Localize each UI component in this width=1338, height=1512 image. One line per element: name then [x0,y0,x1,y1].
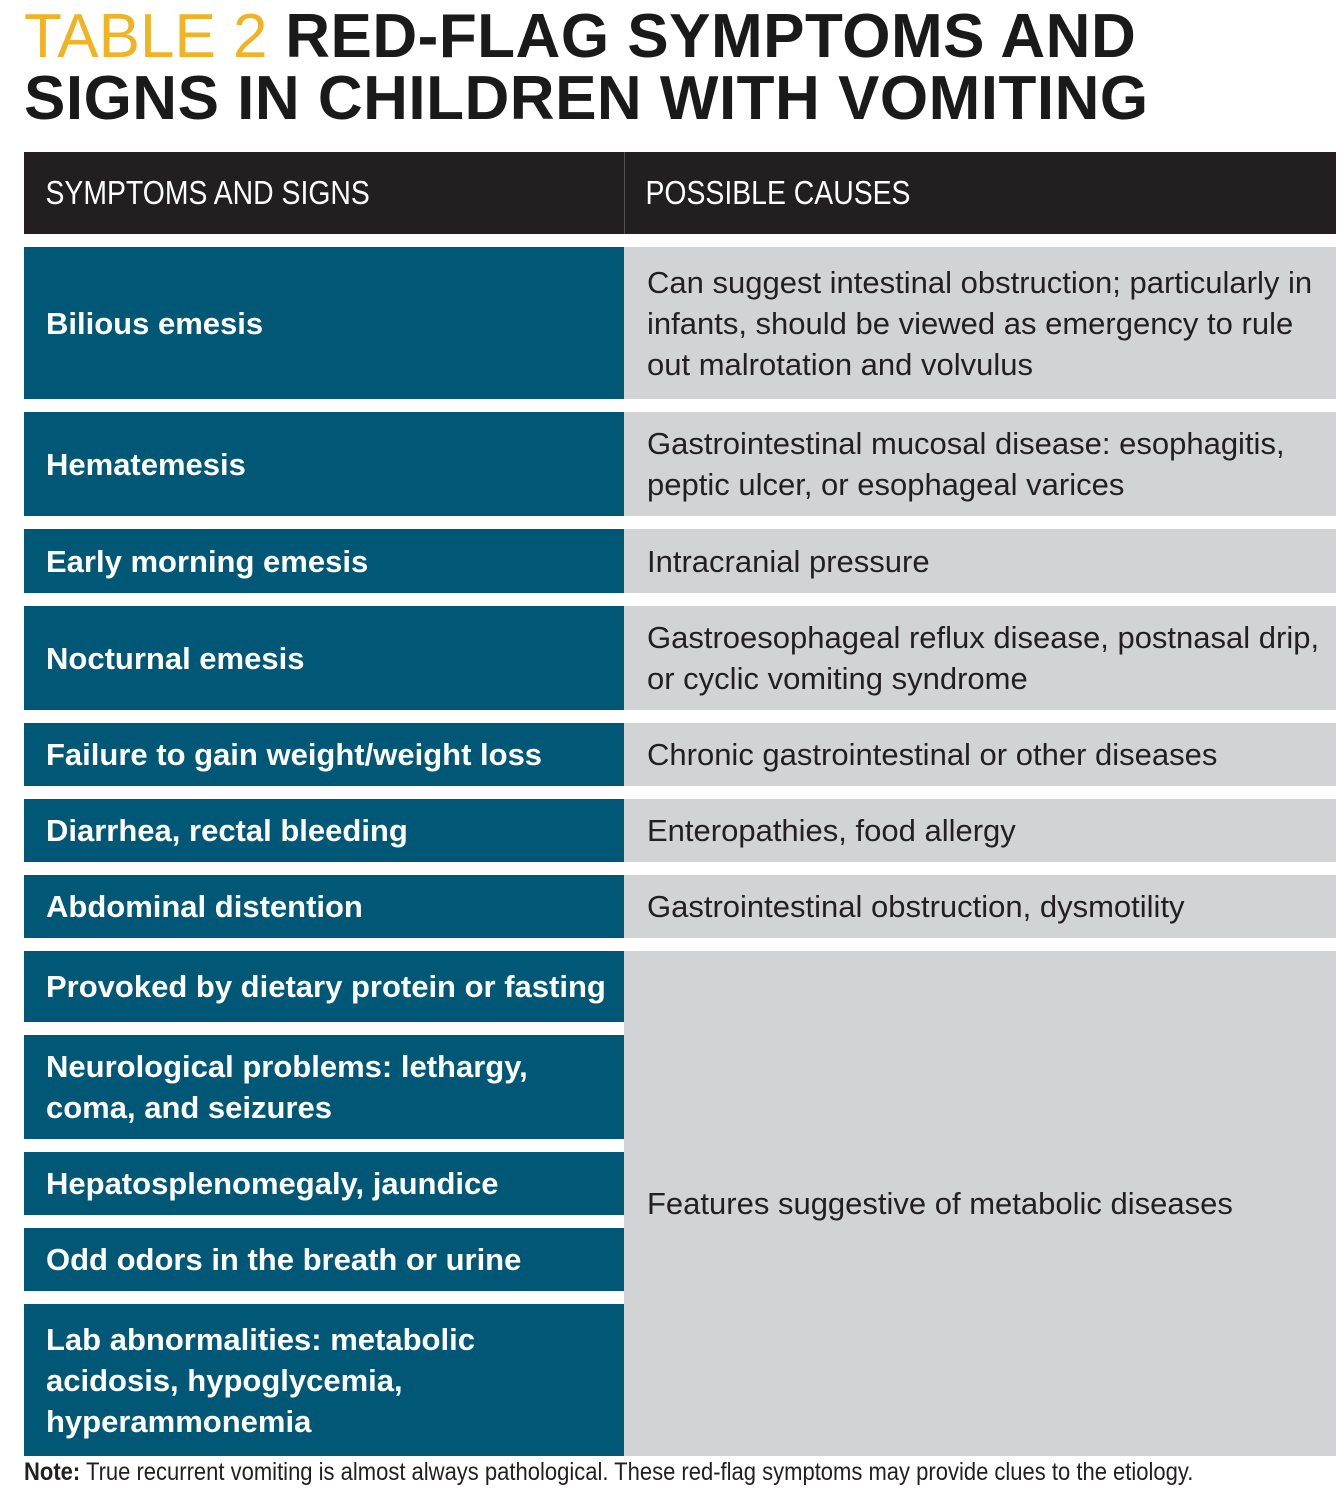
symptom-cell: Nocturnal emesis [24,606,624,710]
symptom-cell: Abdominal distention [24,875,624,938]
table-row [24,723,1336,786]
symptom-cell: Hematemesis [24,412,624,516]
page-title [24,2,1324,133]
table-row [24,247,1336,399]
cause-cell: Gastrointestinal obstruction, dysmotility [624,875,1336,938]
red-flag-table [24,152,1336,1456]
metabolic-group [24,951,1336,1456]
note-text: True recurrent vomiting is almost always pathological. These red-flag symptoms may provide clues to the etiology. [85,1458,1194,1486]
symptom-cell: Neurological problems: lethargy, coma, and seizures [24,1035,624,1139]
cause-cell-metabolic: Features suggestive of metabolic diseases [624,951,1336,1456]
cause-cell: Gastrointestinal mucosal disease: esophagitis, peptic ulcer, or esophageal varices [624,412,1336,516]
symptom-cell: Lab abnormalities: metabolic acidosis, hypoglycemia, hyperammonemia [24,1304,624,1456]
table-row [24,799,1336,862]
symptom-cell: Failure to gain weight/weight loss [24,723,624,786]
symptom-cell: Hepatosplenomegaly, jaundice [24,1152,624,1215]
table-row [24,606,1336,710]
table-row [24,529,1336,593]
symptom-cell: Early morning emesis [24,529,624,593]
header-symptoms: SYMPTOMS AND SIGNS [45,174,370,211]
table-row [24,875,1336,938]
cause-cell: Intracranial pressure [624,529,1336,593]
symptom-cell: Odd odors in the breath or urine [24,1228,624,1291]
symptom-cell: Bilious emesis [24,247,624,399]
symptom-cell: Diarrhea, rectal bleeding [24,799,624,862]
table-title: RED-FLAG SYMPTOMS AND SIGNS IN CHILDREN WITH VOMITING [24,2,1149,133]
table-number: TABLE 2 [24,2,268,71]
cause-cell: Chronic gastrointestinal or other diseases [624,723,1336,786]
symptom-cell: Provoked by dietary protein or fasting [24,951,624,1022]
cause-cell: Gastroesophageal reflux disease, postnasal drip, or cyclic vomiting syndrome [624,606,1336,710]
cause-cell: Enteropathies, food allergy [624,799,1336,862]
cause-cell: Can suggest intestinal obstruction; particularly in infants, should be viewed as emergency to rule out malrotation and volvulus [624,247,1336,399]
table-note [24,1458,1194,1487]
table-row [24,412,1336,516]
note-label: Note: [24,1458,81,1486]
table-header [24,152,1336,234]
header-causes: POSSIBLE CAUSES [624,152,1236,234]
